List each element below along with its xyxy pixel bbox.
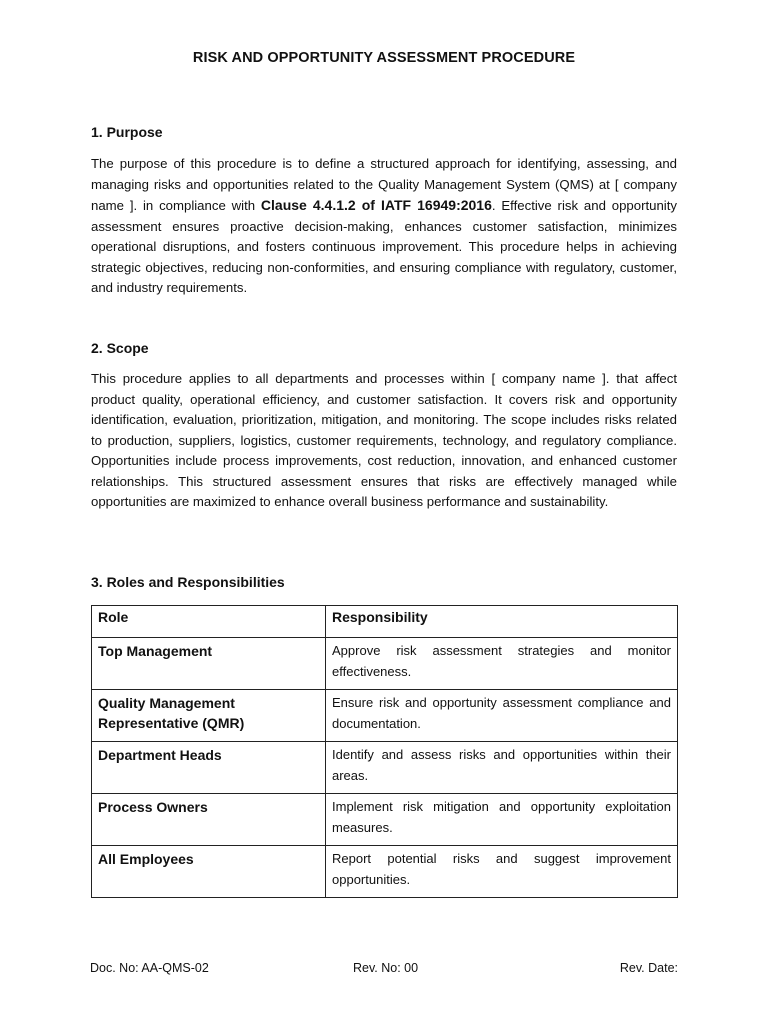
footer-doc-no: Doc. No: AA-QMS-02 xyxy=(90,961,209,975)
purpose-paragraph xyxy=(91,154,677,299)
document-title: RISK AND OPPORTUNITY ASSESSMENT PROCEDURE xyxy=(192,50,576,66)
role-cell: All Employees xyxy=(92,846,326,898)
purpose-text-after: . Effective risk and opportunity assessment ensures proactive decision-making, enhances customer satisfaction, minimizes operational disruptions, and fosters continuous improvement. This procedure helps in achieving strategic objectives, reducing non-conformities, and ensuring compliance with regulatory, customer, and industry requirements. xyxy=(91,198,677,295)
responsibility-cell: Identify and assess risks and opportunities within their areas. xyxy=(326,742,678,794)
scope-heading: 2. Scope xyxy=(91,340,149,356)
responsibility-cell: Implement risk mitigation and opportunity exploitation measures. xyxy=(326,794,678,846)
responsibility-cell: Report potential risks and suggest improvement opportunities. xyxy=(326,846,678,898)
role-cell: Process Owners xyxy=(92,794,326,846)
scope-paragraph: This procedure applies to all departments and processes within [ company name ]. that affect product quality, operational efficiency, and customer satisfaction. It covers risk and opportunity identification, evaluation, prioritization, mitigation, and monitoring. The scope includes risks related to production, suppliers, logistics, customer requirements, technology, and regulatory compliance. Opportunities include process improvements, cost reduction, innovation, and enhanced customer relationships. This structured assessment ensures that risks are effectively managed while opportunities are maximized to enhance overall business performance and sustainability. xyxy=(91,371,677,509)
responsibility-cell: Approve risk assessment strategies and monitor effectiveness. xyxy=(326,638,678,690)
table-row xyxy=(92,846,678,898)
table-header-row xyxy=(92,606,678,638)
table-row xyxy=(92,742,678,794)
column-header-role: Role xyxy=(92,606,326,638)
responsibility-cell: Ensure risk and opportunity assessment compliance and documentation. xyxy=(326,690,678,742)
purpose-text-before: The purpose of this procedure is to define a structured approach for identifying, assessing, and managing risks and opportunities related to the Quality Management System (QMS) at [ company name ]. in compliance with xyxy=(91,156,677,213)
role-cell: Department Heads xyxy=(92,742,326,794)
role-cell: Quality Management Representative (QMR) xyxy=(92,690,326,742)
footer-rev-no: Rev. No: 00 xyxy=(353,961,419,975)
role-cell: Top Management xyxy=(92,638,326,690)
purpose-clause: Clause 4.4.1.2 of IATF 16949:2016 xyxy=(260,197,492,213)
footer-rev-date: Rev. Date: xyxy=(619,961,678,975)
purpose-heading: 1. Purpose xyxy=(91,124,163,140)
column-header-responsibility: Responsibility xyxy=(326,606,678,638)
roles-table xyxy=(91,605,678,898)
table-row xyxy=(92,690,678,742)
roles-heading: 3. Roles and Responsibilities xyxy=(91,574,285,590)
table-row xyxy=(92,794,678,846)
table-row xyxy=(92,638,678,690)
